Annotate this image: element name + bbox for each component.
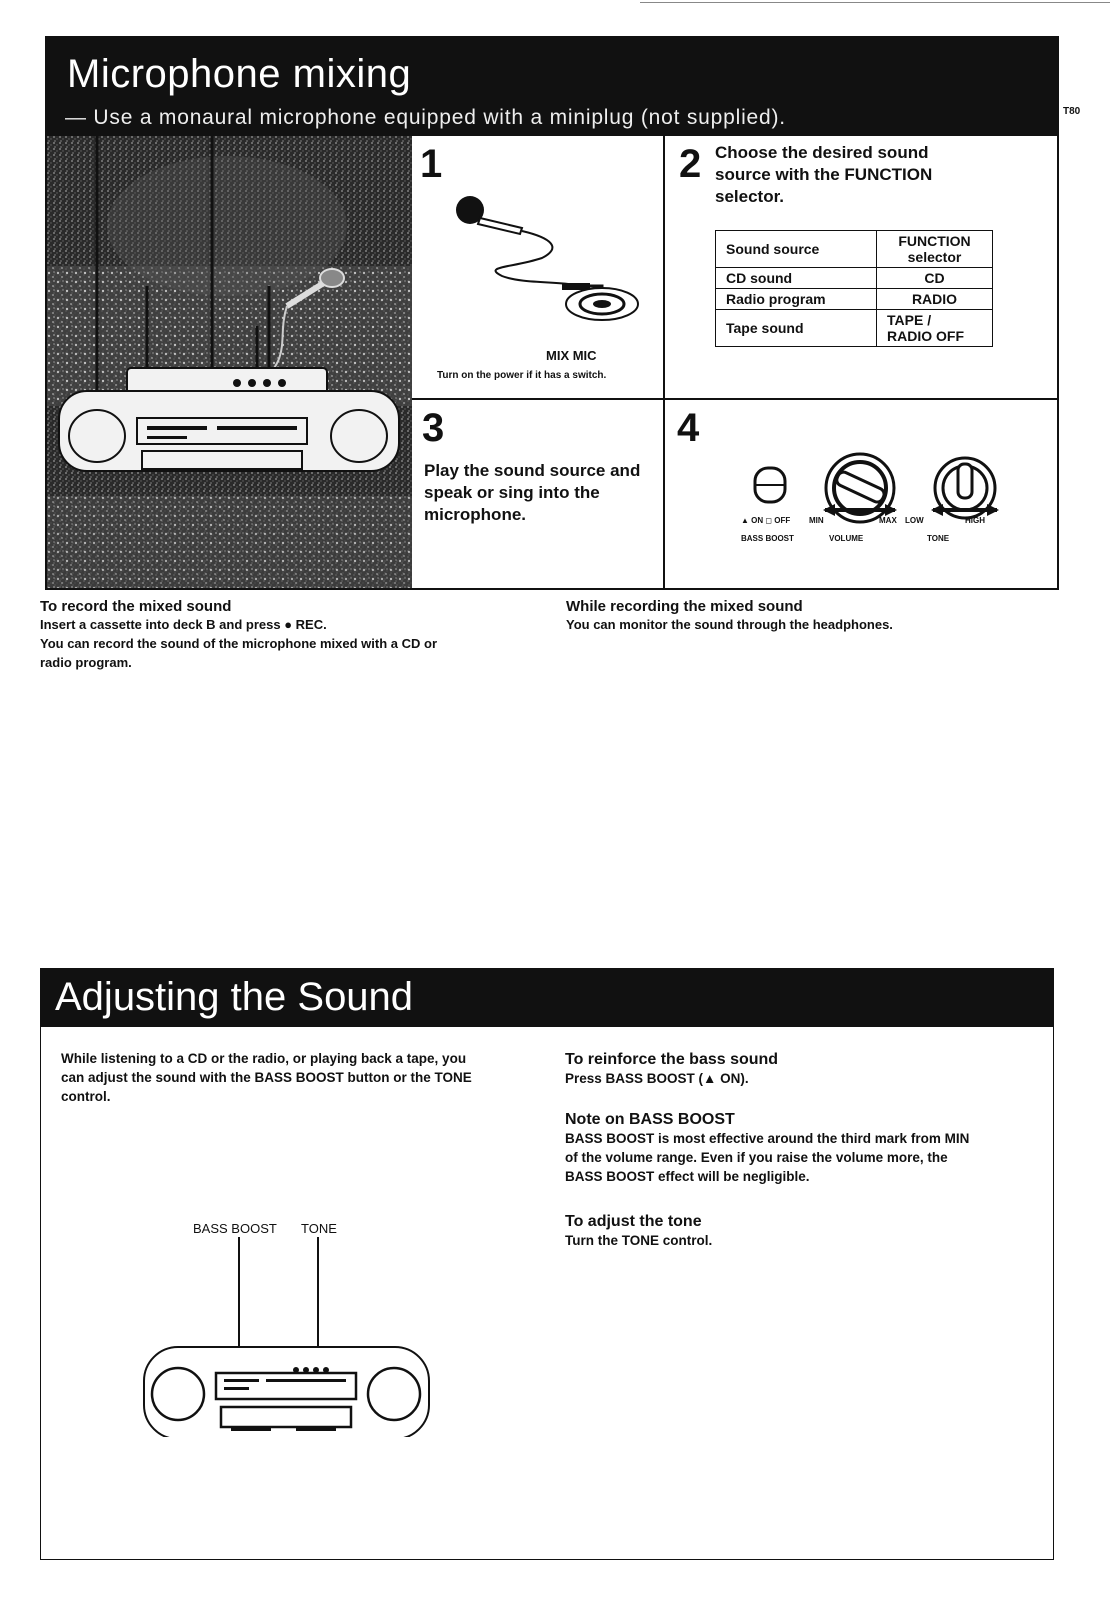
step-1-note: Turn on the power if it has a switch. [437,370,607,381]
step-3-line: microphone. [424,505,527,524]
tone-high-label: HIGH [965,516,985,525]
step-3-panel [412,400,665,588]
while-recording [566,598,1046,634]
tone-callout: TONE [301,1221,337,1236]
cell-function: CD [877,268,993,289]
table-row [716,268,993,289]
header-function-line-2: selector [907,249,962,265]
step-2-panel [665,136,1057,400]
controls-illustration [735,450,1035,545]
note-heading: Note on BASS BOOST [565,1111,735,1128]
cell-function [877,310,993,347]
note-line: BASS BOOST is most effective around the third mark from MIN [565,1131,970,1146]
record-line: Insert a cassette into deck B and press ● REC. [40,617,327,632]
step-2-number: 2 [679,142,702,186]
table-row [716,289,993,310]
step-3-line: speak or sing into the [424,483,600,502]
tone-low-label: LOW [905,516,924,525]
tone-text: Turn the TONE control. [565,1233,713,1248]
step-2-text [715,142,932,208]
intro-line: can adjust the sound with the BASS BOOST button or the TONE [61,1070,472,1085]
note-line: BASS BOOST effect will be negligible. [565,1169,810,1184]
function-selector-table [715,230,993,347]
volume-label: VOLUME [829,534,864,543]
top-rule [640,2,1110,3]
cell-source: CD sound [716,268,877,289]
cell-function-line-2: RADIO OFF [887,328,964,344]
step-3-text [424,460,640,526]
note-bass-boost [565,1111,1035,1186]
while-recording-text: You can monitor the sound through the headphones. [566,617,893,632]
section-title: Adjusting the Sound [55,975,414,1019]
record-line: You can record the sound of the microphone mixed with a CD or [40,636,438,651]
page-code: T80 [1063,106,1081,117]
record-line: radio program. [40,655,132,670]
step-4-panel [665,400,1057,588]
stereo-illustration [136,1237,436,1442]
intro-line: control. [61,1089,111,1104]
bass-boost-label: BASS BOOST [741,534,794,543]
cell-source: Tape sound [716,310,877,347]
record-heading: To record the mixed sound [40,598,232,615]
stereo-photo [47,136,412,588]
volume-max-label: MAX [879,516,897,525]
adjusting-sound-header [41,969,1053,1027]
tone-label: TONE [927,534,950,543]
record-mixed-sound [40,598,540,672]
step-2-line: selector. [715,187,784,206]
step-1-number: 1 [420,142,443,186]
step-2-line: Choose the desired sound [715,143,929,162]
step-3-line: Play the sound source and [424,461,641,480]
cell-source: Radio program [716,289,877,310]
microphone-plug-illustration [442,186,642,331]
reinforce-text: Press BASS BOOST (▲ ON). [565,1071,749,1086]
on-off-label: ▲ ON ◻ OFF [741,516,791,525]
table-header-row [716,231,993,268]
section-title: Microphone mixing [67,52,412,96]
adjust-tone [565,1213,1035,1250]
tone-heading: To adjust the tone [565,1213,702,1230]
adjusting-intro [61,1049,531,1106]
step-1-panel [412,136,665,400]
while-recording-heading: While recording the mixed sound [566,598,803,615]
header-function-selector [877,231,993,268]
step-4-number: 4 [677,406,700,450]
microphone-mixing-section [45,36,1059,590]
header-function-line-1: FUNCTION [898,233,971,249]
section-subtitle: — Use a monaural microphone equipped with a miniplug (not supplied). [65,106,786,129]
volume-min-label: MIN [809,516,824,525]
bass-boost-callout: BASS BOOST [193,1221,277,1236]
microphone-mixing-header [47,38,1057,136]
table-row [716,310,993,347]
note-line: of the volume range. Even if you raise the volume more, the [565,1150,948,1165]
intro-line: While listening to a CD or the radio, or playing back a tape, you [61,1051,467,1066]
adjusting-sound-section [40,968,1054,1560]
header-sound-source: Sound source [716,231,877,268]
cell-function-line-1: TAPE / [887,312,932,328]
reinforce-bass [565,1051,1035,1088]
jack-label: MIX MIC [546,348,597,363]
step-2-line: source with the FUNCTION [715,165,933,184]
step-3-number: 3 [422,406,445,450]
cell-function: RADIO [877,289,993,310]
reinforce-heading: To reinforce the bass sound [565,1051,779,1068]
